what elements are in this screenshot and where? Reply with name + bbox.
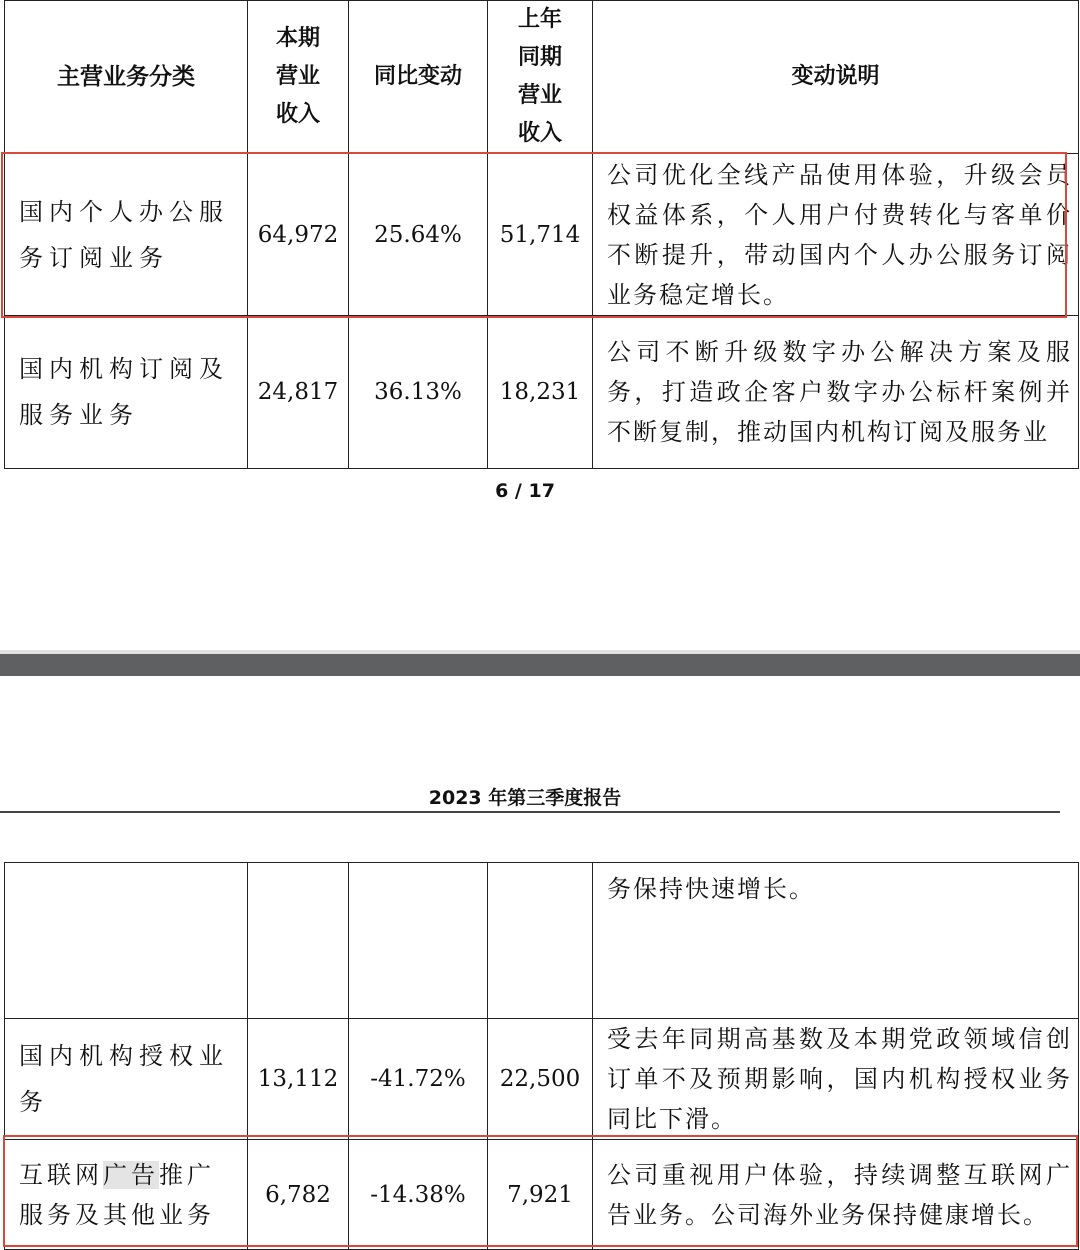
page-number: 6 / 17 bbox=[495, 480, 555, 502]
row-change-note: 受去年同期高基数及本期党政领域信创订单不及预期影响，国内机构授权业务同比下滑。 bbox=[593, 1019, 1079, 1140]
row-current-revenue: 13,112 bbox=[248, 1019, 349, 1140]
header-category: 主营业务分类 bbox=[5, 1, 248, 154]
row-yoy-change: 25.64% bbox=[349, 154, 488, 316]
row-prior-revenue: 22,500 bbox=[488, 1019, 593, 1140]
revenue-table-page-7 bbox=[4, 862, 1079, 1250]
revenue-table-page-6 bbox=[4, 0, 1079, 469]
table-row bbox=[5, 316, 1079, 469]
header-change-note: 变动说明 bbox=[593, 1, 1079, 154]
header-prior-revenue: 上年 同期 营业 收入 bbox=[488, 1, 593, 154]
table-row bbox=[5, 1019, 1079, 1140]
header-yoy-change: 同比变动 bbox=[349, 1, 488, 154]
row-category: 国内机构订阅及服务业务 bbox=[5, 316, 248, 469]
row-category: 国内机构授权业务 bbox=[5, 1019, 248, 1140]
row-current-revenue: 64,972 bbox=[248, 154, 349, 316]
row-current-revenue: 6,782 bbox=[248, 1140, 349, 1250]
row-yoy-change: -41.72% bbox=[349, 1019, 488, 1140]
row-change-note: 公司重视用户体验，持续调整互联网广告业务。公司海外业务保持健康增长。 bbox=[593, 1140, 1079, 1250]
row-yoy-change bbox=[349, 863, 488, 1019]
report-header: 2023 年第三季度报告 bbox=[428, 787, 622, 809]
row-current-revenue bbox=[248, 863, 349, 1019]
row-prior-revenue: 18,231 bbox=[488, 316, 593, 469]
row-category: 国内个人办公服务订阅业务 bbox=[5, 154, 248, 316]
table-row bbox=[5, 154, 1079, 316]
row-change-note: 务保持快速增长。 bbox=[593, 863, 1079, 1019]
row-prior-revenue: 7,921 bbox=[488, 1140, 593, 1250]
row-category: 互联网广告推广服务及其他业务 bbox=[5, 1140, 248, 1250]
row-change-note: 公司不断升级数字办公解决方案及服务，打造政企客户数字办公标杆案例并不断复制，推动国内机构订阅及服务业 bbox=[593, 316, 1079, 469]
row-prior-revenue bbox=[488, 863, 593, 1019]
table-row bbox=[5, 1140, 1079, 1250]
row-yoy-change: 36.13% bbox=[349, 316, 488, 469]
row-change-note: 公司优化全线产品使用体验，升级会员权益体系，个人用户付费转化与客单价不断提升，带动国内个人办公服务订阅业务稳定增长。 bbox=[593, 154, 1079, 316]
header-rule bbox=[0, 811, 1060, 813]
row-current-revenue: 24,817 bbox=[248, 316, 349, 469]
page-divider bbox=[0, 654, 1080, 676]
table-row bbox=[5, 863, 1079, 1019]
row-prior-revenue: 51,714 bbox=[488, 154, 593, 316]
table-header-row bbox=[5, 1, 1079, 154]
row-category bbox=[5, 863, 248, 1019]
header-current-revenue: 本期 营业 收入 bbox=[248, 1, 349, 154]
row-yoy-change: -14.38% bbox=[349, 1140, 488, 1250]
highlighted-text: 广告 bbox=[103, 1160, 159, 1189]
